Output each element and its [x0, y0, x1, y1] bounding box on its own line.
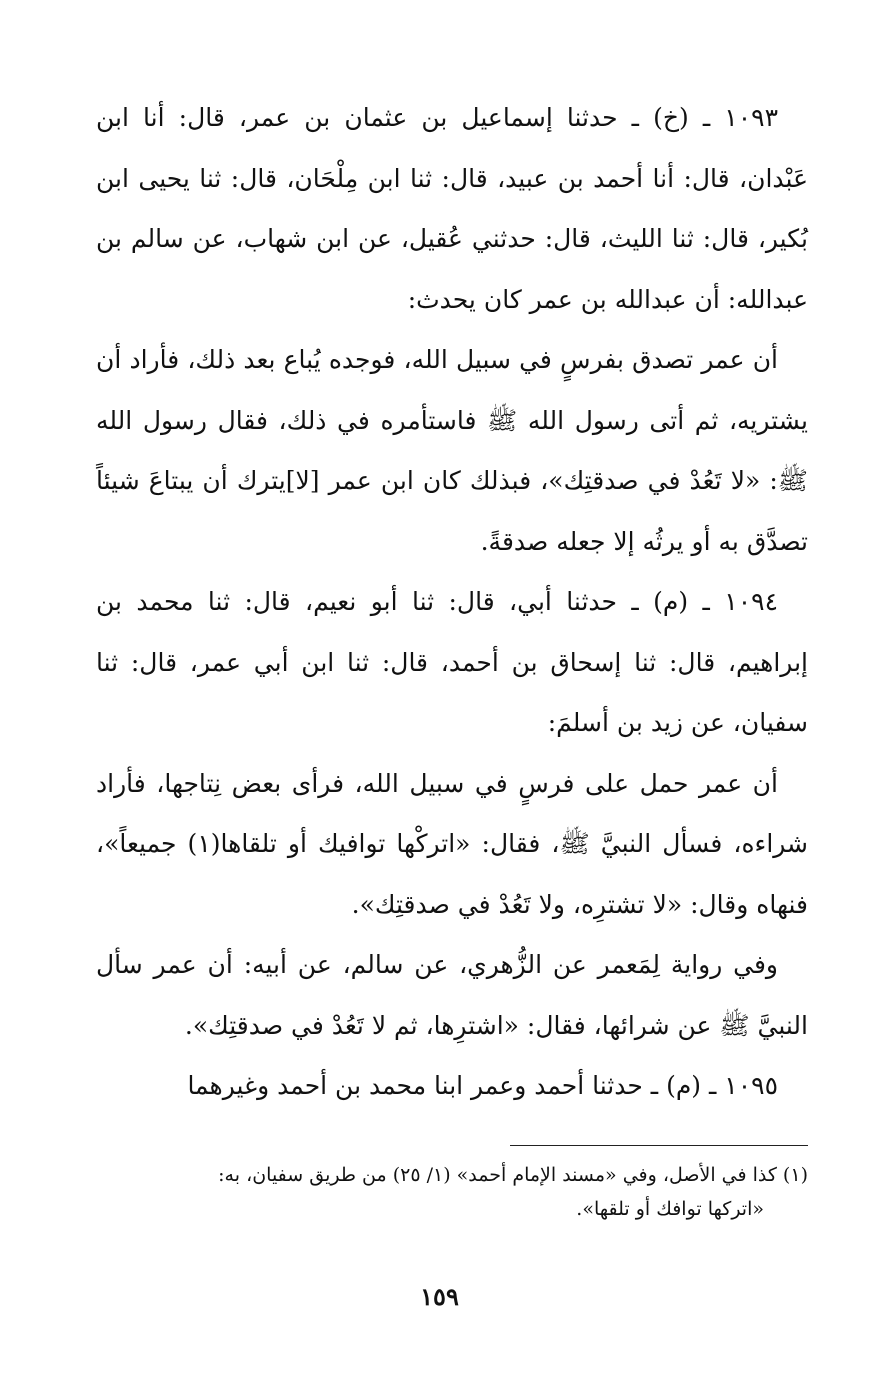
- footnote-divider: [510, 1145, 808, 1146]
- hadith-1095-isnad: ١٠٩٥ ـ (م) ـ حدثنا أحمد وعمر ابنا محمد بن أحمد وغيرهما: [187, 1071, 778, 1100]
- footnotes: [96, 1158, 808, 1226]
- hadith-1094-variant: وفي رواية لِمَعمر عن الزُّهري، عن سالم، عن أبيه: أن عمر سأل النبيَّ ﷺ عن شرائها، فقال: «اشترِها، ثم لا تَعُدْ في صدقتِك».: [96, 950, 808, 1040]
- hadith-1094-isnad: ١٠٩٤ ـ (م) ـ حدثنا أبي، قال: ثنا أبو نعيم، قال: ثنا محمد بن إبراهيم، قال: ثنا إسحاق بن أحمد، قال: ثنا ابن أبي عمر، قال: ثنا سفيان، عن زيد بن أسلمَ:: [96, 587, 808, 737]
- hadith-1093-matn: أن عمر تصدق بفرسٍ في سبيل الله، فوجده يُباع بعد ذلك، فأراد أن يشتريه، ثم أتى رسول الله ﷺ فاستأمره في ذلك، فقال رسول الله ﷺ: «لا تَعُدْ في صدقتِك»، فبذلك كان ابن عمر [لا]يترك أن يبتاعَ شيئاً تصدَّق به أو يرثُه إلا جعله صدقةً.: [96, 345, 808, 556]
- footnote-1-line-2: «اتركها توافك أو تلقها».: [576, 1198, 764, 1220]
- hadith-1093-isnad: ١٠٩٣ ـ (خ) ـ حدثنا إسماعيل بن عثمان بن عمر، قال: أنا ابن عَبْدان، قال: أنا أحمد بن عبيد، قال: ثنا ابن مِلْحَان، قال: ثنا يحيى ابن بُكير، قال: ثنا الليث، قال: حدثني عُقيل، عن ابن شهاب، عن سالم بن عبدالله: أن عبدالله بن عمر كان يحدث:: [96, 103, 808, 314]
- hadith-1094-matn: أن عمر حمل على فرسٍ في سبيل الله، فرأى بعض نِتاجها، فأراد شراءه، فسأل النبيَّ ﷺ، فقال: «اتركْها توافيك أو تلقاها(١) جميعاً»، فنهاه وقال: «لا تشترِه، ولا تَعُدْ في صدقتِك».: [96, 768, 809, 919]
- footnote-1-line-1: (١) كذا في الأصل، وفي «مسند الإمام أحمد» (١/ ٢٥) من طريق سفيان، به:: [218, 1164, 808, 1186]
- page-number: ١٥٩: [420, 1282, 459, 1311]
- main-text: [96, 88, 808, 1117]
